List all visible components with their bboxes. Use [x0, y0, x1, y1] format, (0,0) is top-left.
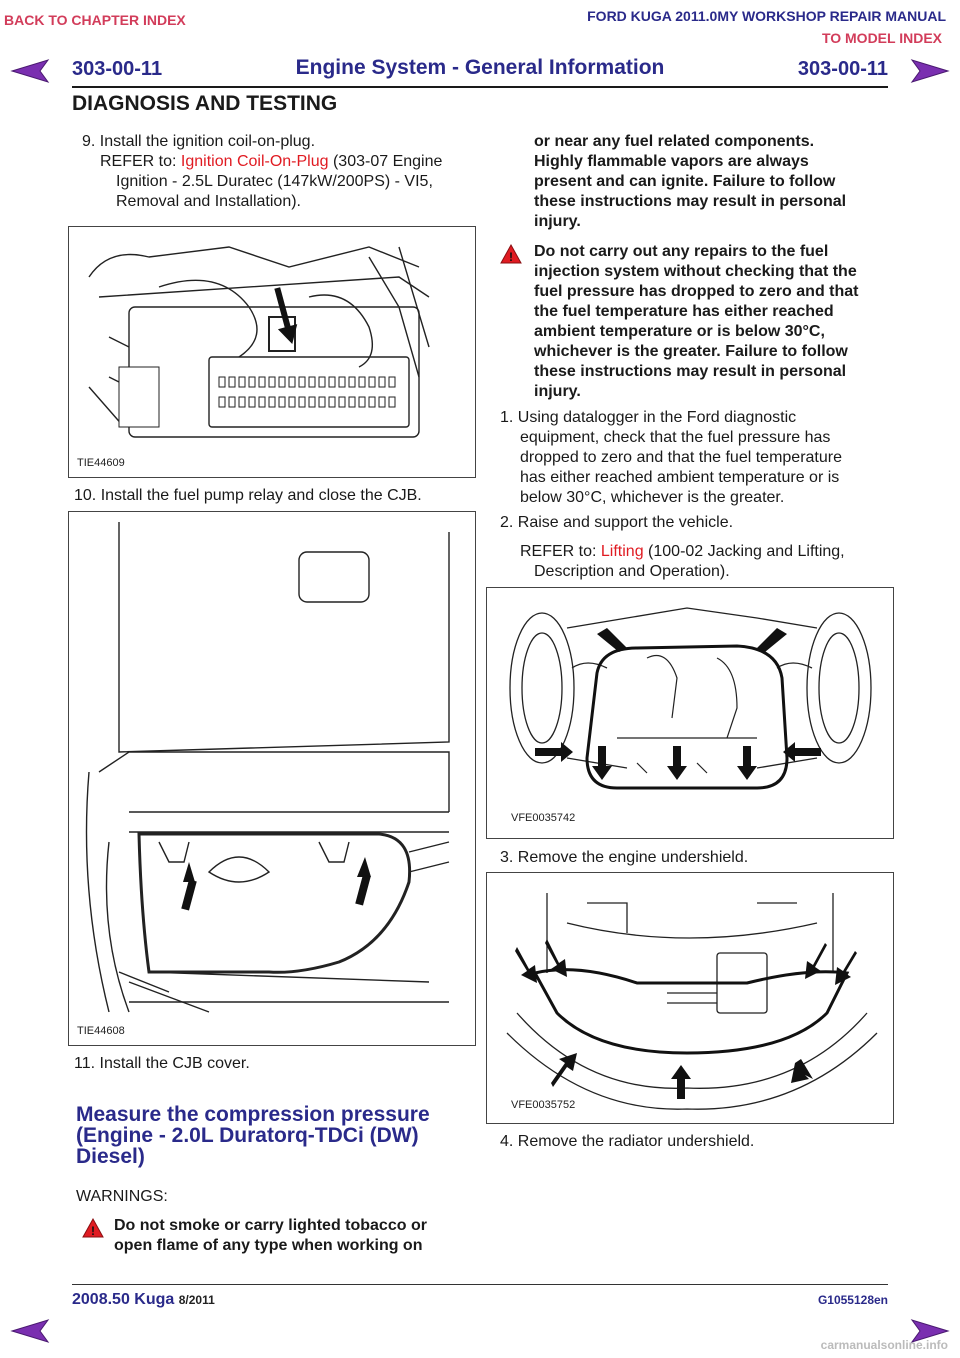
step-2-refer-line2: Description and Operation). [534, 563, 730, 580]
figure-fuse-box [68, 226, 476, 478]
warning-1-cont-4: these instructions may result in personal [534, 193, 847, 210]
figure-1-label: TIE44609 [77, 457, 125, 469]
warnings-label: WARNINGS: [76, 1188, 168, 1205]
to-model-index-link[interactable]: TO MODEL INDEX [821, 30, 942, 46]
arrow-icon [671, 1065, 691, 1099]
compression-heading-line1: Measure the compression pressure [76, 1103, 430, 1126]
figure-2-label: TIE44608 [77, 1025, 125, 1037]
figure-radiator-undershield [486, 872, 894, 1124]
figure-3-label: VFE0035742 [511, 812, 576, 824]
arrow-icon [783, 742, 821, 762]
figure-engine-undershield [486, 587, 894, 839]
warning-1-cont-3: present and can ignite. Failure to follow [534, 173, 836, 190]
step-9: 9. Install the ignition coil-on-plug. [82, 133, 316, 150]
step-1-line1: 1. Using datalogger in the Ford diagnostic [500, 409, 797, 426]
engine-undershield-illustration [487, 588, 893, 838]
warning-2-line8: injury. [534, 383, 581, 400]
footer-code: G1055128en [817, 1293, 888, 1307]
warning-2-line5: ambient temperature or is below 30°C, [534, 323, 825, 340]
arrow-icon [597, 628, 627, 652]
arrow-icon [535, 742, 573, 762]
previous-page-arrow-icon[interactable] [10, 1318, 50, 1344]
step-4: 4. Remove the radiator undershield. [500, 1133, 755, 1150]
header-rule [72, 86, 888, 88]
fuse-box-illustration [69, 227, 475, 477]
warning-2-line7: these instructions may result in personal [534, 363, 847, 380]
step-1-line5: below 30°C, whichever is the greater. [520, 489, 785, 506]
warning-2-line3: fuel pressure has dropped to zero and that [534, 283, 859, 300]
refer-prefix: REFER to: [100, 153, 181, 170]
warning-triangle-icon [82, 1218, 104, 1238]
svg-text:!: ! [91, 1224, 95, 1238]
footer-rule [72, 1284, 888, 1285]
warning-1-cont-1: or near any fuel related components. [534, 133, 815, 150]
cjb-cover-illustration [69, 512, 475, 1045]
step-1-line3: dropped to zero and that the fuel temperature [520, 449, 842, 466]
section-heading: DIAGNOSIS AND TESTING [72, 92, 338, 115]
arrow-icon [757, 628, 787, 652]
arrow-icon [667, 746, 687, 780]
refer-rest: (303-07 Engine [328, 153, 443, 170]
warning-1-cont-5: injury. [534, 213, 581, 230]
step-9-refer [100, 152, 480, 172]
step-3: 3. Remove the engine undershield. [500, 849, 749, 866]
watermark: carmanualsonline.info [820, 1338, 948, 1352]
compression-heading-line2: (Engine - 2.0L Duratorq-TDCi (DW) [76, 1124, 419, 1147]
page-number-left: 303-00-11 [72, 58, 163, 80]
footer-model [72, 1291, 215, 1309]
warning-1-line2: open flame of any type when working on [114, 1237, 423, 1254]
step-11: 11. Install the CJB cover. [74, 1055, 250, 1072]
arrow-icon [805, 943, 827, 979]
warning-2-line1: Do not carry out any repairs to the fuel [534, 243, 829, 260]
warning-2-line4: the fuel temperature has either reached [534, 303, 834, 320]
page-number-right: 303-00-11 [797, 58, 888, 80]
warning-triangle-icon [500, 244, 522, 264]
compression-heading-line3: Diesel) [76, 1145, 145, 1168]
warning-2-line6: whichever is the greater. Failure to follow [534, 343, 848, 360]
warning-2-line2: injection system without checking that the [534, 263, 857, 280]
step-1-line4: has either reached ambient temperature or is [520, 469, 840, 486]
lifting-link[interactable]: Lifting [600, 543, 644, 560]
step-10: 10. Install the fuel pump relay and close the CJB. [74, 487, 422, 504]
arrow-icon [355, 857, 371, 906]
arrow-icon [737, 746, 757, 780]
footer-model-name: 2008.50 Kuga [72, 1291, 175, 1308]
refer-prefix: REFER to: [520, 543, 601, 560]
arrow-icon [791, 1059, 813, 1083]
radiator-undershield-illustration [487, 873, 893, 1123]
refer-rest: (100-02 Jacking and Lifting, [643, 543, 845, 560]
page-title: Engine System - General Information [295, 56, 665, 79]
back-to-chapter-index-link[interactable]: BACK TO CHAPTER INDEX [4, 12, 186, 28]
step-2: 2. Raise and support the vehicle. [500, 514, 734, 531]
manual-title: FORD KUGA 2011.0MY WORKSHOP REPAIR MANUAL [587, 8, 946, 24]
arrow-icon [551, 1053, 577, 1087]
svg-text:!: ! [509, 250, 513, 264]
step-2-refer [520, 542, 845, 562]
arrow-icon [835, 951, 857, 985]
ignition-coil-link[interactable]: Ignition Coil-On-Plug [180, 153, 329, 170]
figure-4-label: VFE0035752 [511, 1099, 576, 1111]
warning-1-line1: Do not smoke or carry lighted tobacco or [114, 1217, 427, 1234]
arrow-icon [515, 947, 537, 983]
warning-1-cont-2: Highly flammable vapors are always [534, 153, 809, 170]
arrow-icon [181, 862, 196, 911]
figure-cjb-cover [68, 511, 476, 1046]
footer-date: 8/2011 [178, 1293, 215, 1307]
step-1-line2: equipment, check that the fuel pressure has [520, 429, 831, 446]
step-9-refer-line2: Ignition - 2.5L Duratec (147kW/200PS) - VI5, [116, 173, 433, 190]
step-9-refer-line3: Removal and Installation). [116, 193, 301, 210]
